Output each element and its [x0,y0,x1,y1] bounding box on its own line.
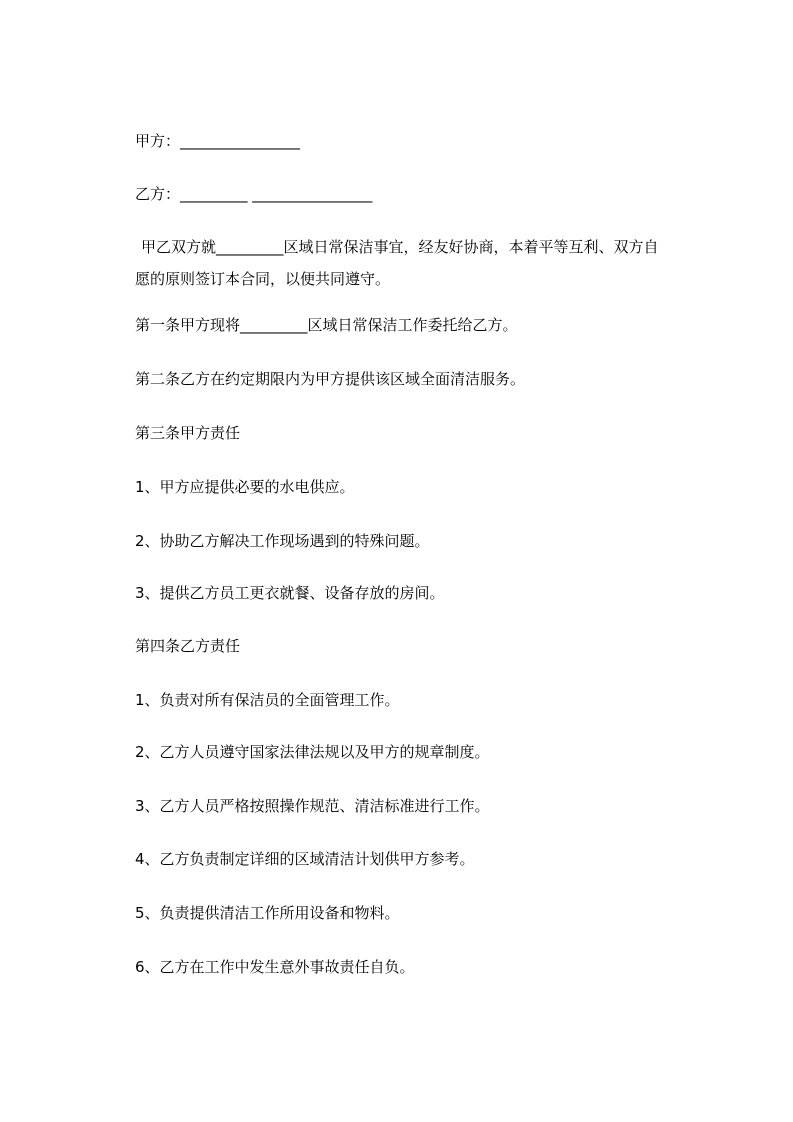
article-1: 第一条甲方现将_________区域日常保洁工作委托给乙方。 [135,316,518,334]
party-b-duty-2: 2、乙方人员遵守国家法律法规以及甲方的规章制度。 [135,743,490,761]
party-b-duty-1: 1、负责对所有保洁员的全面管理工作。 [135,691,400,709]
intro-line-2: 愿的原则签订本合同，以便共同遵守。 [135,270,391,288]
party-b-line: 乙方：_________ ________________ [135,185,373,203]
article-4-title: 第四条乙方责任 [135,637,241,655]
article-3-title: 第三条甲方责任 [135,424,241,442]
party-a-line: 甲方：________________ [135,132,301,150]
party-b-duty-3: 3、乙方人员严格按照操作规范、清洁标准进行工作。 [135,797,490,815]
intro-paragraph [135,234,695,292]
party-a-duty-1: 1、甲方应提供必要的水电供应。 [135,478,355,496]
party-a-duty-3: 3、提供乙方员工更衣就餐、设备存放的房间。 [135,584,445,602]
party-b-duty-6: 6、乙方在工作中发生意外事故责任自负。 [135,958,415,976]
intro-line-1: 甲乙双方就_________区域日常保洁事宜，经友好协商，本着平等互利、双方自 [141,238,659,256]
party-b-duty-4: 4、乙方负责制定详细的区域清洁计划供甲方参考。 [135,850,475,868]
party-a-duty-2: 2、协助乙方解决工作现场遇到的特殊问题。 [135,532,430,550]
article-2: 第二条乙方在约定期限内为甲方提供该区域全面清洁服务。 [135,370,526,388]
party-b-duty-5: 5、负责提供清洁工作所用设备和物料。 [135,904,400,922]
